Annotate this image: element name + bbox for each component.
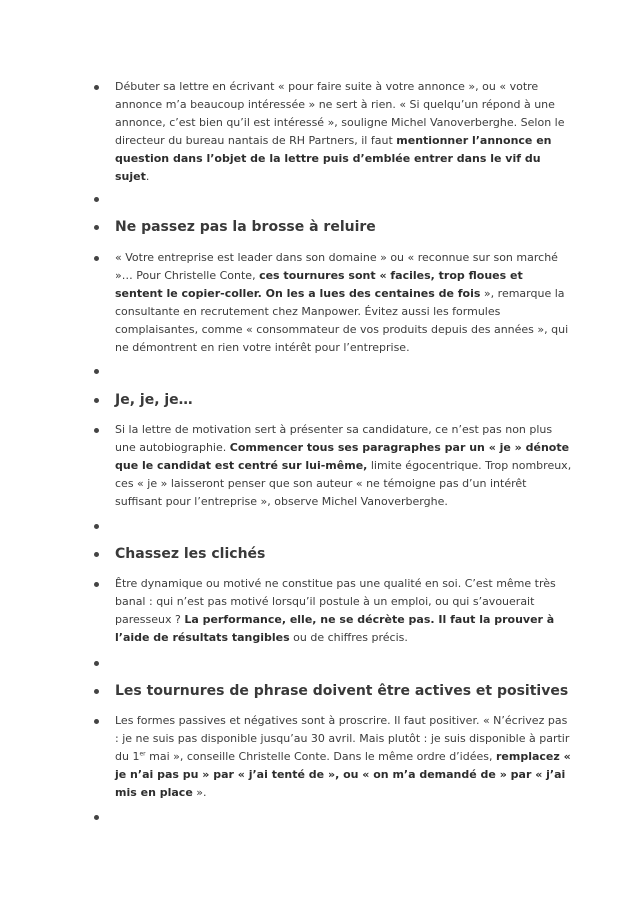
text-run: « Votre entreprise est leader dans son domaine » ou « reconnue sur son marché »… Pour Christelle Conte, (115, 251, 558, 282)
text-run: limite égocentrique. Trop nombreux, ces « je » laisseront penser que son auteur « ne témoigne pas d’un intérêt suffisant pour l’entreprise », observe Michel Vanoverberghe. (115, 459, 572, 508)
bullet (94, 225, 99, 230)
section-heading: Les tournures de phrase doivent être actives et positives (115, 683, 569, 699)
paragraph (115, 249, 573, 357)
bullet (94, 582, 99, 587)
section-heading: Chassez les clichés (115, 546, 266, 562)
bullet (94, 661, 99, 666)
text-run: Débuter sa lettre en écrivant « pour faire suite à votre annonce », ou « votre annonce m’a beaucoup intéressée » ne sert à rien. « Si quelqu’un répond à une annonce, c’est bien qu’il est intéressé », souligne Michel Vanoverberghe. Selon le directeur du bureau nantais de RH Partners, il faut (115, 80, 565, 147)
text-run: », remarque la consultante en recrutement chez Manpower. Évitez aussi les formules complaisantes, comme « consommateur de vos produits depuis des années », qui ne démontrent en rien votre intérêt pour l’entreprise. (115, 287, 569, 354)
bullet (94, 552, 99, 557)
text-run: ou de chiffres précis. (289, 631, 408, 644)
bullet (94, 428, 99, 433)
paragraph (115, 575, 573, 647)
text-run: ». (192, 786, 207, 799)
text-run: . (145, 170, 150, 183)
bullet (94, 197, 99, 202)
text-run: mai », conseille Christelle Conte. Dans le même ordre d’idées, (145, 750, 496, 763)
paragraph (115, 421, 573, 511)
bold-text-run: La performance, elle, ne se décrète pas. Il faut la prouver à l’aide de résultats tangibles (115, 613, 555, 644)
bullet (94, 398, 99, 403)
bold-text-run: ces tournures sont « faciles, trop floues et sentent le copier-coller. On les a lues des centaines de fois (115, 269, 523, 300)
paragraph (115, 78, 573, 186)
bullet (94, 689, 99, 694)
text-run: Les formes passives et négatives sont à proscrire. Il faut positiver. « N’écrivez pas : je ne suis pas disponible jusqu’au 30 avril. Mais plutôt : je suis disponible à partir du 1 (115, 714, 570, 763)
bold-text-run: remplacez « je n’ai pas pu » par « j’ai tenté de », ou « on m’a demandé de » par « j’ai mis en place (115, 750, 571, 799)
bullet (94, 256, 99, 261)
bullet (94, 719, 99, 724)
bold-text-run: Commencer tous ses paragraphes par un « je » dénote que le candidat est centré sur lui-même, (115, 441, 570, 472)
text-run: Être dynamique ou motivé ne constitue pas une qualité en soi. C’est même très banal : qui n’est pas motivé lorsqu’il postule à un emploi, ou qui s’avouerait paresseux ? (115, 577, 556, 626)
bold-text-run: mentionner l’annonce en question dans l’objet de la lettre puis d’emblée entrer dans le vif du sujet (115, 134, 552, 183)
bullet (94, 815, 99, 820)
bullet (94, 369, 99, 374)
superscript-run: er (139, 750, 146, 758)
section-heading: Je, je, je… (115, 392, 193, 408)
section-heading: Ne passez pas la brosse à reluire (115, 219, 376, 235)
bullet (94, 524, 99, 529)
bullet (94, 85, 99, 90)
text-run: Si la lettre de motivation sert à présenter sa candidature, ce n’est pas non plus une autobiographie. (115, 423, 553, 454)
paragraph (115, 712, 573, 802)
